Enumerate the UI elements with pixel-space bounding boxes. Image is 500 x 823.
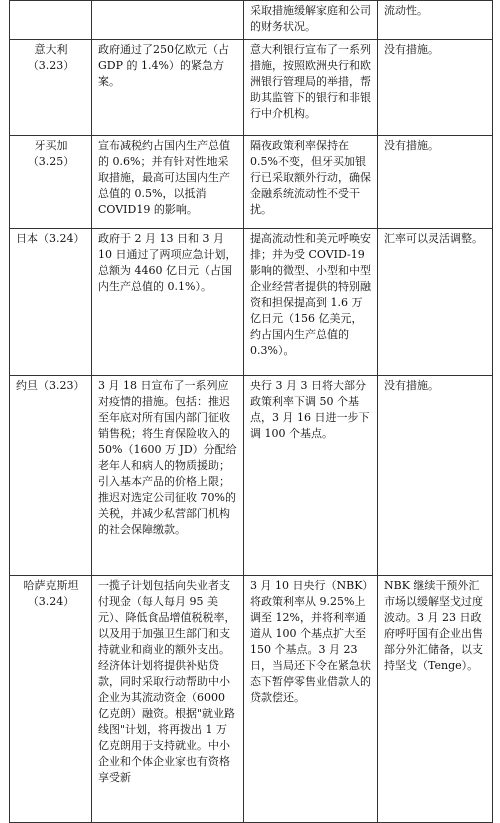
table-row: [10, 1, 493, 40]
fiscal-cell: 一揽子计划包括向失业者支付现金（每人每月 95 美元）、降低食品增值税税率，以及用于加强卫生部门和支持就业和商业的额外支出。经济体计划将提供补贴贷款，同时采取行动帮助中小企业为其流动资金（6000 亿克朗）融资。根据"就业路线图"计划，将再拨出 1 万亿克朗用于支持就业。中小企业和个体企业家也有资格享受新: [92, 576, 244, 823]
fx-cell: 没有措施。: [378, 376, 493, 576]
fiscal-cell: 3 月 18 日宣布了一系列应对疫情的措施。包括：推迟至年底对所有国内部门征收销售税；将生育保险收入的 50%（1600 万 JD）分配给老年人和病人的物质援助；引入基本产品的价格上限；推迟对选定公司征收 70%的关税，并减少私营部门机构的社会保障缴款。: [92, 376, 244, 576]
fx-cell: NBK 继续干预外汇市场以缓解坚戈过度波动。3 月 23 日政府呼吁国有企业出售部分外汇储备，以支持坚戈（Tenge）。: [378, 576, 493, 823]
monetary-cell: 提高流动性和美元呼唤安排；并为受 COVID-19 影响的微型、小型和中型企业经营者提供的特别融资和担保提高到 1.6 万亿日元（156 亿美元，约占国内生产总值的 0.3%）。: [244, 229, 378, 376]
country-date: （3.23）: [27, 59, 75, 72]
country-name: 日本（3.24）: [16, 232, 85, 245]
table-row: [10, 576, 493, 823]
table-row: [10, 229, 493, 376]
country-cell: [10, 136, 92, 229]
country-cell: [10, 229, 92, 376]
country-cell: [10, 576, 92, 823]
fx-cell: 汇率可以灵活调整。: [378, 229, 493, 376]
country-cell: [10, 40, 92, 136]
fx-cell: 流动性。: [378, 1, 493, 40]
table-row: [10, 376, 493, 576]
country-date: （3.24）: [27, 595, 75, 608]
country-name: 意大利: [34, 43, 68, 56]
fx-cell: 没有措施。: [378, 136, 493, 229]
country-date: （3.25）: [27, 155, 75, 168]
monetary-cell: 隔夜政策利率保持在 0.5%不变，但牙买加银行已采取额外行动，确保金融系统流动性不受干扰。: [244, 136, 378, 229]
monetary-cell: 央行 3 月 3 日将大部分政策利率下调 50 个基点，3 月 16 日进一步下调 100 个基点。: [244, 376, 378, 576]
monetary-cell: 采取措施缓解家庭和公司的财务状况。: [244, 1, 378, 40]
fiscal-cell: 宣布减税约占国内生产总值的 0.6%；并有针对性地采取措施，最高可达国内生产总值的 0.5%，以抵消 COVID19 的影响。: [92, 136, 244, 229]
country-name: 牙买加: [34, 139, 68, 152]
country-name: 哈萨克斯坦: [23, 579, 79, 592]
monetary-cell: 3 月 10 日央行（NBK）将政策利率从 9.25%上调至 12%，并将利率通道从 100 个基点扩大至 150 个基点。3 月 23 日，当局还下令在紧急状态下暂停零售业借款人的贷款偿还。: [244, 576, 378, 823]
fiscal-cell: 政府通过了250亿欧元（占GDP 的 1.4%）的紧急方案。: [92, 40, 244, 136]
table-row: [10, 136, 493, 229]
country-name: 约旦（3.23）: [16, 379, 85, 392]
fiscal-cell: [92, 1, 244, 40]
country-cell: [10, 376, 92, 576]
fx-cell: 没有措施。: [378, 40, 493, 136]
fiscal-cell: 政府于 2 月 13 日和 3 月 10 日通过了两项应急计划，总额为 4460 亿日元（占国内生产总值的 0.1%）。: [92, 229, 244, 376]
table-row: [10, 40, 493, 136]
country-cell: [10, 1, 92, 40]
monetary-cell: 意大利银行宣布了一系列措施，按照欧洲央行和欧洲银行管理局的举措，帮助其监管下的银行和非银行中介机构。: [244, 40, 378, 136]
policy-table: [9, 0, 493, 823]
